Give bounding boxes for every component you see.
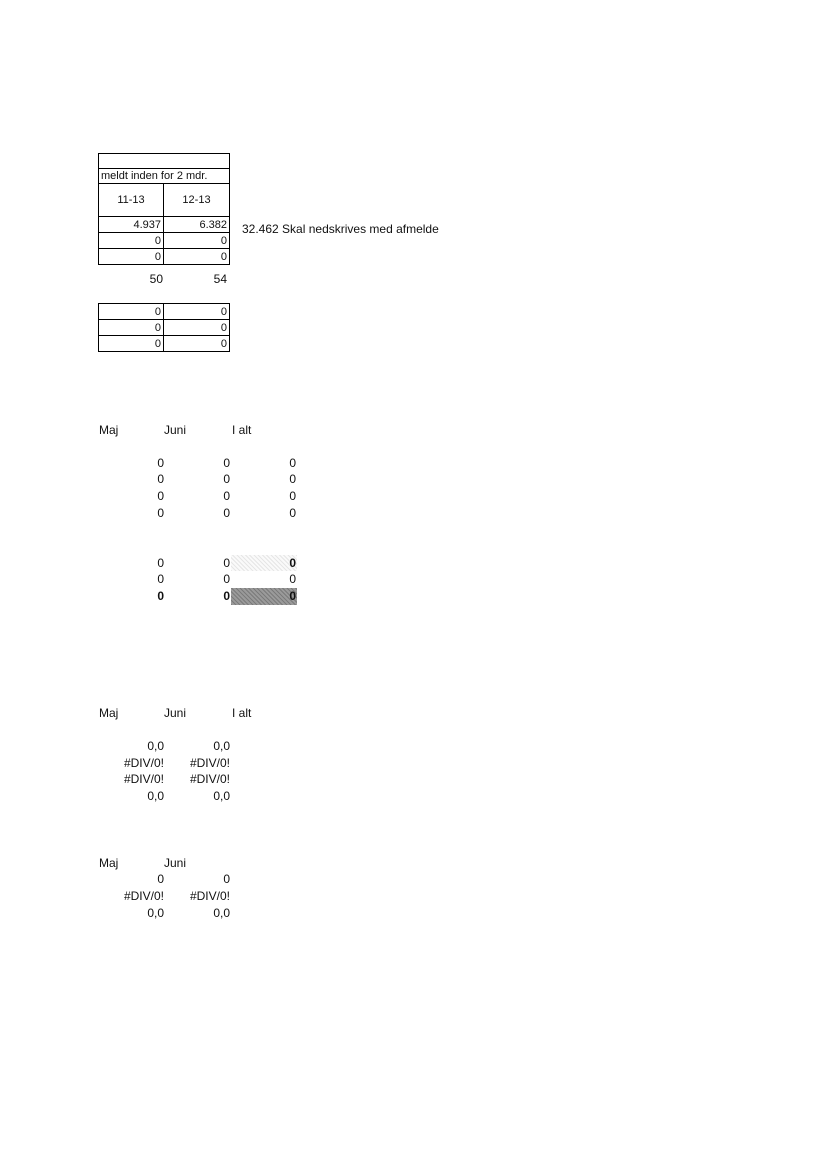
value-cell: 0: [223, 472, 230, 486]
value-cell: 0: [164, 304, 230, 320]
value-cell: 0: [99, 304, 164, 320]
value-cell: 0: [223, 572, 230, 586]
table-row: [99, 336, 230, 352]
value-cell: 0: [157, 489, 164, 503]
value-cell: 0,0: [147, 906, 164, 920]
total-value: 54: [213, 272, 227, 286]
value-cell: 6.382: [164, 217, 230, 233]
value-cell: 0,0: [147, 789, 164, 803]
value-cell: 0: [157, 472, 164, 486]
totals-row: [98, 272, 230, 286]
value-cell: 0: [289, 572, 296, 586]
value-cell: 0: [289, 556, 296, 570]
value-cell: 0: [289, 472, 296, 486]
value-cell: 0: [157, 572, 164, 586]
value-cell: 0: [223, 872, 230, 886]
value-cell: 0: [157, 556, 164, 570]
value-cell: #DIV/0!: [123, 772, 164, 786]
value-cell: 0: [223, 589, 230, 603]
month-header-juni: Juni: [164, 423, 187, 437]
table-row: [99, 169, 230, 184]
value-cell: 0: [157, 506, 164, 520]
month-header-maj: Maj: [99, 706, 119, 720]
month-header-juni: Juni: [164, 706, 187, 720]
value-cell: 0: [99, 320, 164, 336]
cut-header-text: meldt inden for 2 mdr.: [101, 170, 208, 182]
value-cell: 0: [164, 249, 230, 265]
value-cell: 0: [223, 489, 230, 503]
value-cell: 0: [289, 489, 296, 503]
table-row: [99, 217, 230, 233]
value-cell: 0: [289, 456, 296, 470]
table-row: [99, 233, 230, 249]
value-cell: 4.937: [99, 217, 164, 233]
top-period-table: [98, 153, 230, 265]
month-header-maj: Maj: [99, 856, 119, 870]
value-cell: #DIV/0!: [123, 889, 164, 903]
value-cell: 0: [99, 233, 164, 249]
value-cell: #DIV/0!: [189, 772, 230, 786]
table-row: [99, 249, 230, 265]
period-header: 11-13: [99, 184, 164, 217]
value-cell: 0: [157, 589, 164, 603]
total-value: 50: [149, 272, 163, 286]
period-header: 12-13: [164, 184, 230, 217]
table-row: [99, 304, 230, 320]
value-cell: 0,0: [213, 789, 230, 803]
month-header-juni: Juni: [164, 856, 187, 870]
blank-header-cell: [99, 154, 230, 169]
table-row: [99, 184, 230, 217]
side-note: 32.462 Skal nedskrives med afmelde: [242, 222, 439, 236]
value-cell: 0: [164, 233, 230, 249]
value-cell: #DIV/0!: [189, 889, 230, 903]
cut-header-cell: [99, 169, 230, 184]
table-row: [99, 154, 230, 169]
value-cell: 0: [157, 456, 164, 470]
total-header: I alt: [232, 423, 252, 437]
value-cell: 0: [99, 336, 164, 352]
total-header: I alt: [232, 706, 252, 720]
value-cell: 0: [99, 249, 164, 265]
value-cell: #DIV/0!: [189, 756, 230, 770]
value-cell: 0: [157, 872, 164, 886]
value-cell: 0: [289, 506, 296, 520]
value-cell: 0: [289, 589, 296, 603]
value-cell: 0,0: [213, 739, 230, 753]
value-cell: 0: [223, 506, 230, 520]
table-row: [99, 320, 230, 336]
value-cell: 0: [164, 336, 230, 352]
month-header-maj: Maj: [99, 423, 119, 437]
value-cell: 0,0: [147, 739, 164, 753]
value-cell: 0: [223, 556, 230, 570]
value-cell: #DIV/0!: [123, 756, 164, 770]
value-cell: 0,0: [213, 906, 230, 920]
value-cell: 0: [223, 456, 230, 470]
value-cell: 0: [164, 320, 230, 336]
mid-zero-table: [98, 303, 230, 352]
